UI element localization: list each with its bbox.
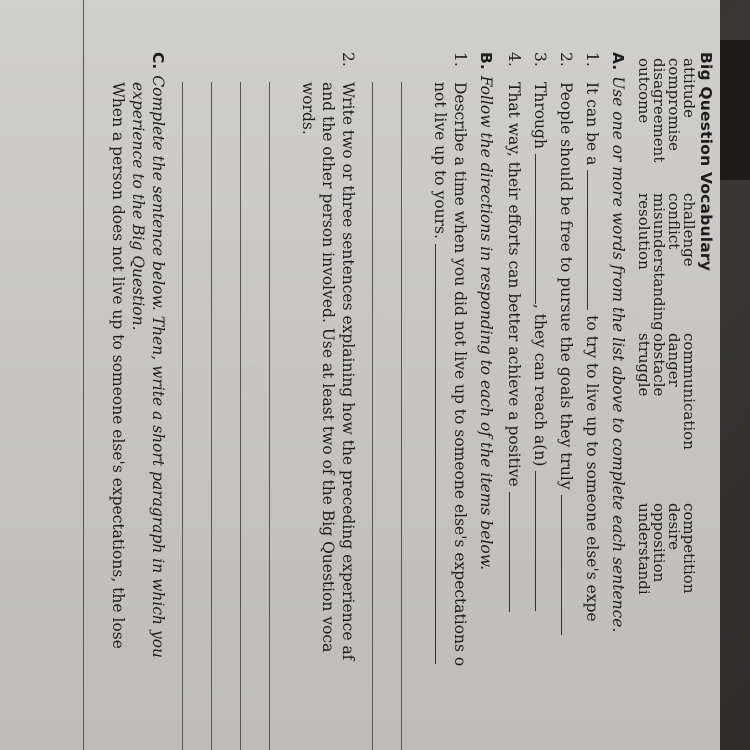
section-b-instruction [476,52,496,750]
section-c-instruction-cont: experience to the Big Question. [129,82,147,331]
vocab-word: obstacle [650,333,668,397]
answer-line[interactable] [211,82,212,750]
answer-line[interactable] [401,82,402,750]
answer-line[interactable] [269,82,270,750]
answer-lines-b2[interactable] [182,82,270,750]
section-c [83,52,168,750]
section-c-instruction [148,52,168,750]
section-b-instruction-text: Follow the directions in responding to each of the items below. [477,75,495,571]
vocab-word: competition [680,503,698,594]
vocabulary-list [636,58,696,750]
item-text: Describe a time when you did not live up to someone else's expectations o [451,82,469,667]
vocab-word: compromise [665,58,683,152]
answer-blank[interactable] [587,170,602,310]
item-text: not live up to yours. [431,82,449,239]
item-number: 3. [531,52,549,67]
item-text-after: to try to live up to someone else's expe [583,315,601,622]
item-text: Write two or three sentences explaining how the preceding experience af [339,82,357,661]
item-text-after: , they can reach a(n) [531,303,549,467]
item-a4 [504,52,524,750]
vocab-word: communication [680,333,698,450]
vocab-word: disagreement [650,58,668,163]
answer-line[interactable] [240,82,241,750]
section-b-letter: B. [477,52,495,70]
item-a1 [582,52,602,750]
section-a-letter: A. [609,52,627,71]
item-text: It can be a [583,82,601,166]
section-a-instruction-text: Use one or more words from the list above to complete each sentence. [609,76,627,633]
answer-blank[interactable] [561,495,576,635]
worksheet-content [83,52,716,750]
answer-blank[interactable] [435,244,450,664]
section-a [504,52,628,750]
section-c-instruction-text: Complete the sentence below. Then, write a short paragraph in which you [149,75,167,659]
item-number: 1. [583,52,601,67]
vocab-word: struggle [635,333,653,397]
vocab-word: conflict [665,193,683,250]
answer-lines-b1[interactable] [372,82,402,750]
item-b1 [430,52,470,750]
vocab-word: challenge [680,193,698,267]
item-text: words. [299,82,317,135]
vocab-word: desire [665,503,683,551]
item-number: 4. [505,52,523,67]
answer-line[interactable] [372,82,373,750]
vocab-word: opposition [650,503,668,583]
item-a3 [530,52,550,750]
answer-blank[interactable] [509,492,524,612]
item-a2 [556,52,576,750]
section-a-instruction [608,52,628,750]
item-b2 [298,52,358,750]
item-text: and the other person involved. Use at least two of the Big Question voca [319,82,337,653]
answer-blank[interactable] [535,154,550,304]
vocabulary-title: Big Question Vocabulary [697,52,715,272]
item-text: People should be free to pursue the goals they truly [557,82,575,490]
answer-blank[interactable] [535,471,550,611]
section-c-letter: C. [149,52,167,70]
item-number: 1. [451,52,469,67]
vocab-word: outcome [635,58,653,124]
item-text: Through [531,82,549,149]
vocab-word: danger [665,333,683,387]
answer-line[interactable] [182,82,183,750]
item-text: That way, their efforts can better achieve a positive [505,82,523,487]
vocab-word: attitude [680,58,698,118]
section-b [182,52,496,750]
vocab-word: misunderstanding [650,193,668,331]
item-number: 2. [557,52,575,67]
answer-line[interactable] [83,0,84,750]
section-c-sentence: When a person does not live up to someone else's expectations, the lose [109,82,127,649]
item-number: 2. [339,52,357,67]
vocab-word: understandi [635,503,653,595]
vocab-word: resolution [635,193,653,270]
